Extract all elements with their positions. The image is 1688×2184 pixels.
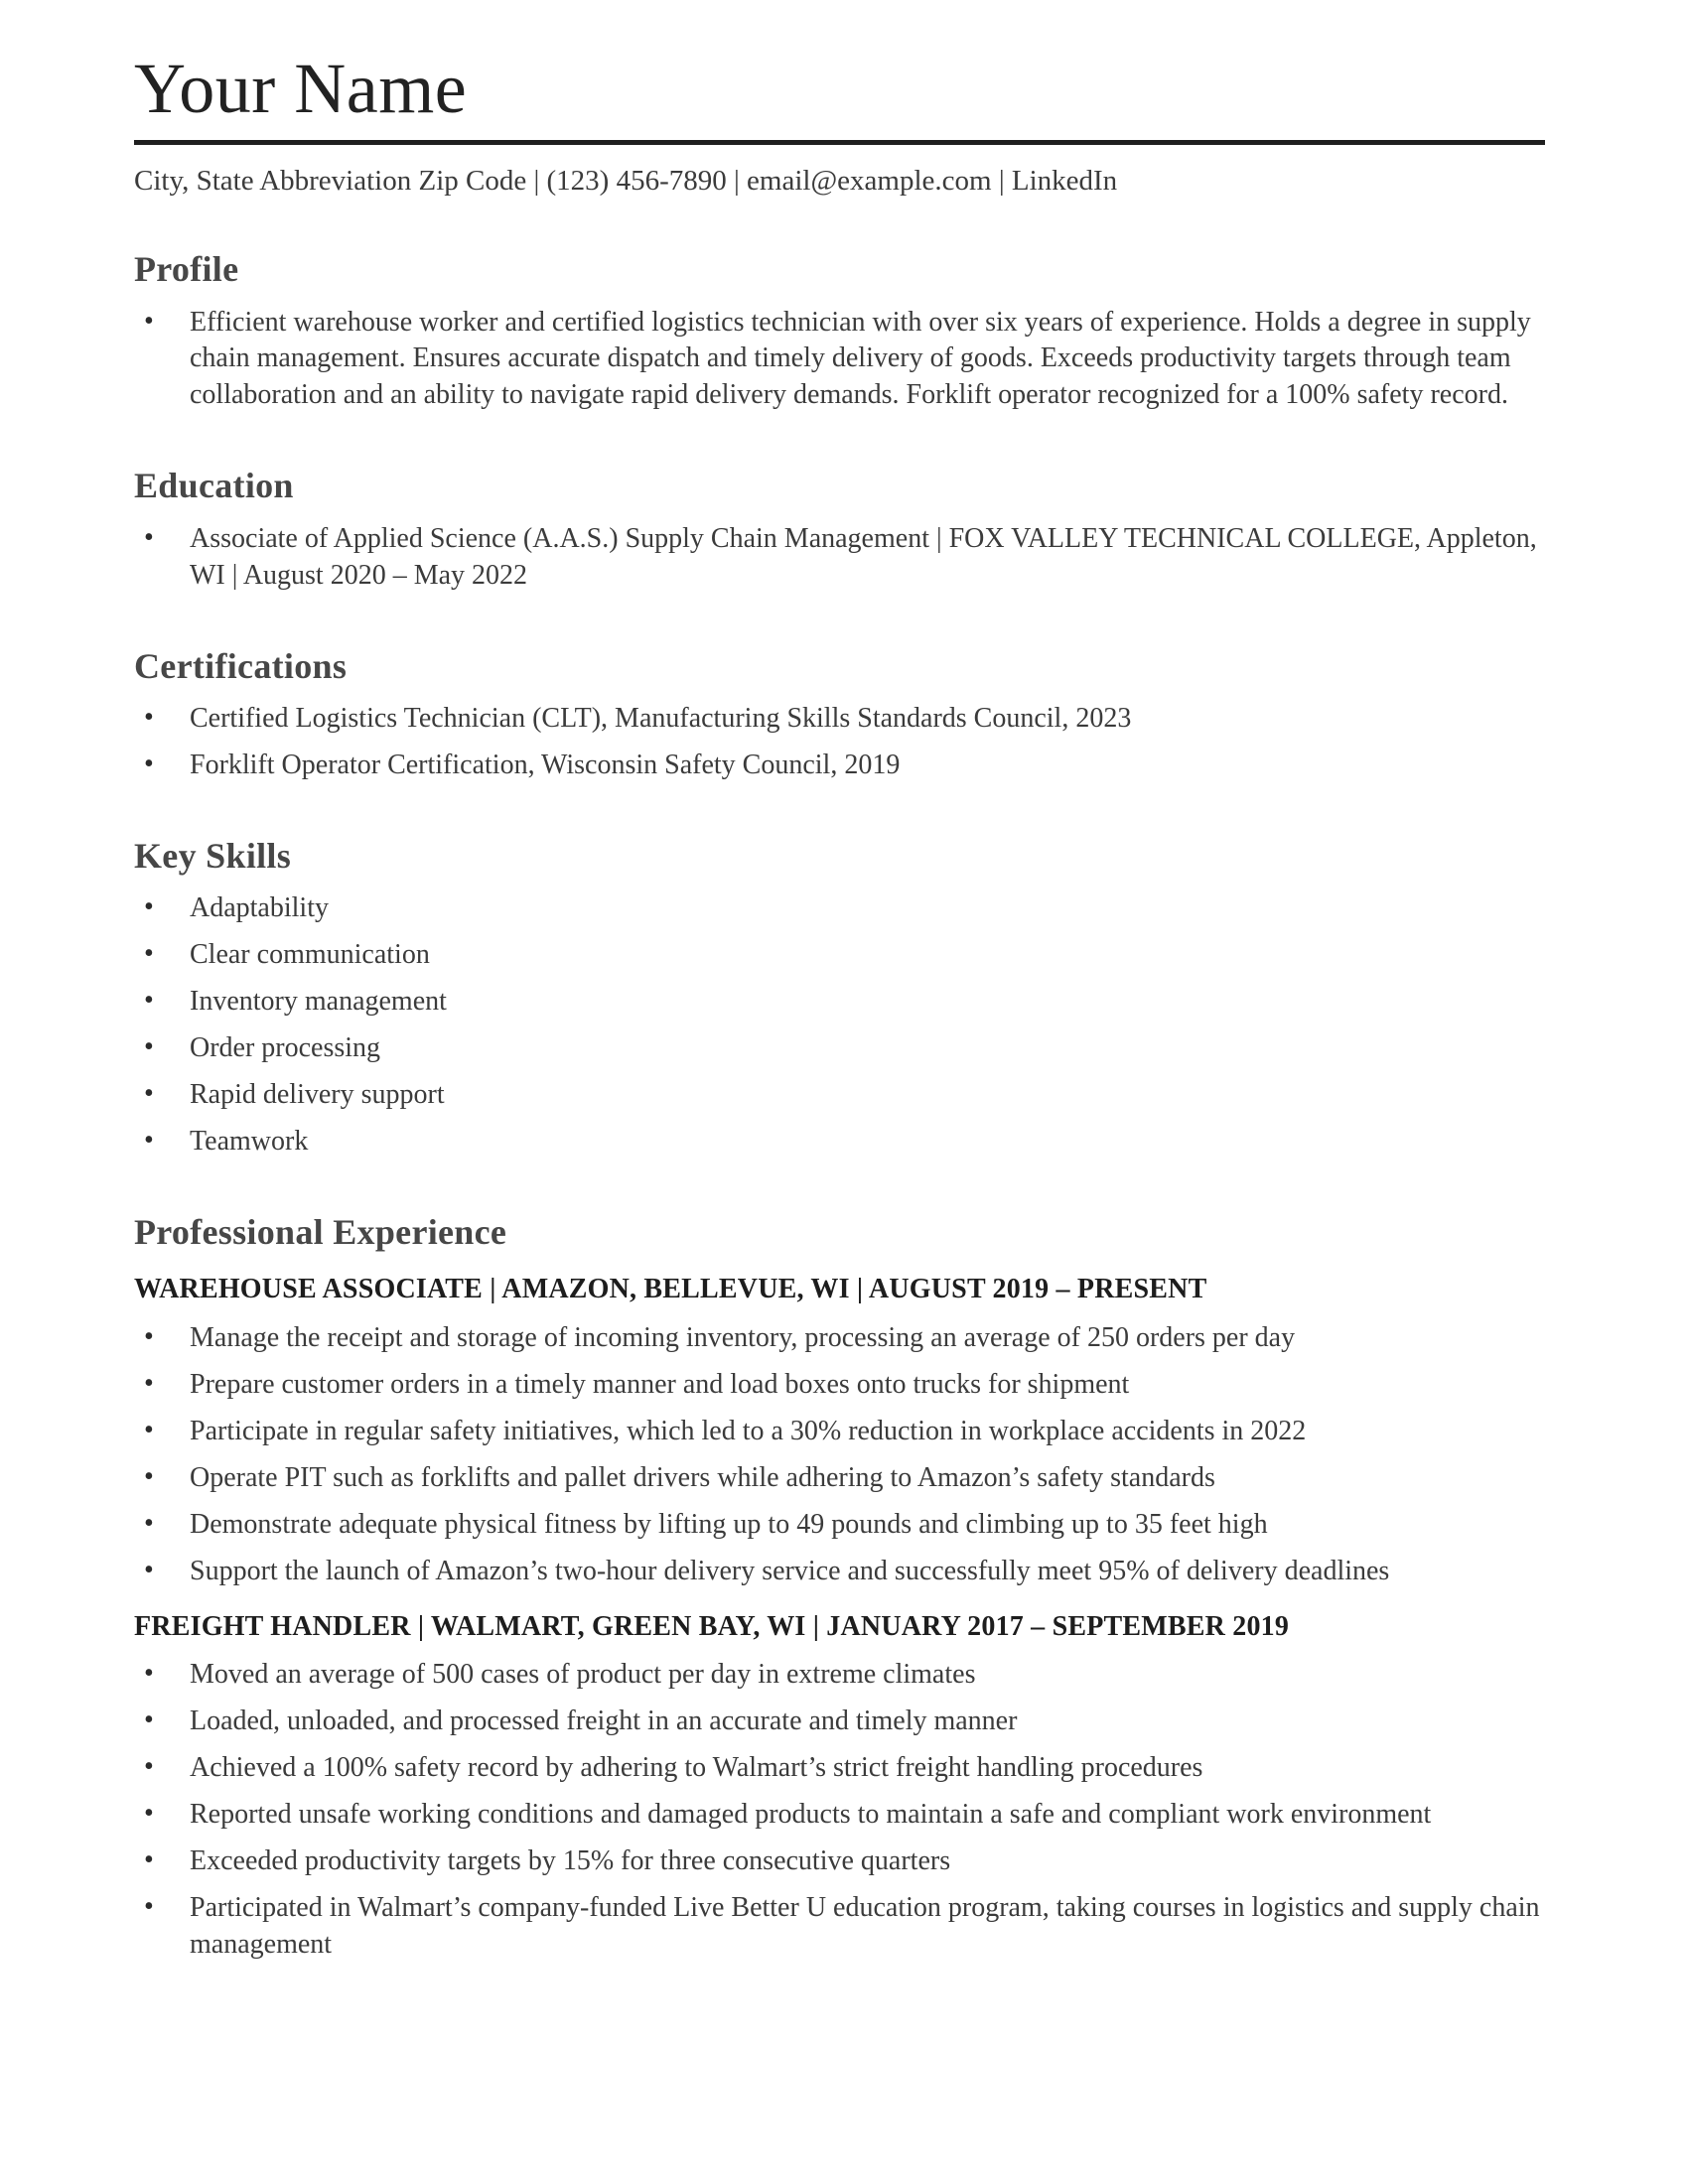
- header-divider: [134, 140, 1545, 145]
- section-experience: [134, 1212, 1545, 1964]
- job-bullet: • Prepare customer orders in a timely manner and load boxes onto trucks for shipment: [134, 1367, 1545, 1404]
- certifications-heading: Certifications: [134, 645, 348, 686]
- certifications-bullet-list: [134, 701, 1545, 784]
- job-bullet: • Support the launch of Amazon’s two-hour delivery service and successfully meet 95% of delivery deadlines: [134, 1554, 1545, 1590]
- job-bullet: • Demonstrate adequate physical fitness by lifting up to 49 pounds and climbing up to 35 feet high: [134, 1507, 1545, 1544]
- resume-header: [134, 48, 1545, 198]
- certification-bullet: • Forklift Operator Certification, Wisconsin Safety Council, 2019: [134, 748, 1545, 784]
- section-profile: [134, 249, 1545, 414]
- skill-bullet: • Clear communication: [134, 937, 1545, 974]
- contact-info: City, State Abbreviation Zip Code | (123) 456-7890 | email@example.com | LinkedIn: [134, 164, 1118, 197]
- job-bullet: • Achieved a 100% safety record by adhering to Walmart’s strict freight handling procedures: [134, 1750, 1545, 1787]
- job-bullet: • Reported unsafe working conditions and damaged products to maintain a safe and compliant work environment: [134, 1797, 1545, 1834]
- skill-bullet: • Adaptability: [134, 890, 1545, 927]
- job-bullet: • Participated in Walmart’s company-funded Live Better U education program, taking courses in logistics and supply chain management: [134, 1890, 1545, 1964]
- job-bullet: • Moved an average of 500 cases of product per day in extreme climates: [134, 1657, 1545, 1694]
- certification-bullet: • Certified Logistics Technician (CLT), Manufacturing Skills Standards Council, 2023: [134, 701, 1545, 738]
- skill-bullet: • Rapid delivery support: [134, 1077, 1545, 1114]
- skill-bullet: • Inventory management: [134, 984, 1545, 1021]
- job-bullet: • Operate PIT such as forklifts and pallet drivers while adhering to Amazon’s safety standards: [134, 1460, 1545, 1497]
- job-bullet: • Exceeded productivity targets by 15% for three consecutive quarters: [134, 1843, 1545, 1880]
- experience-heading: Professional Experience: [134, 1212, 507, 1253]
- profile-bullet: • Efficient warehouse worker and certified logistics technician with over six years of experience. Holds a degree in supply chain management. Ensures accurate dispatch and timely delivery of goods. Exceeds productivity targets through team collaboration and an ability to navigate rapid delivery demands. Forklift operator recognized for a 100% safety record.: [134, 305, 1545, 415]
- walmart-bullet-list: [134, 1657, 1545, 1964]
- skill-bullet: • Order processing: [134, 1030, 1545, 1067]
- job-bullet: • Manage the receipt and storage of incoming inventory, processing an average of 250 orders per day: [134, 1320, 1545, 1357]
- person-name: Your Name: [134, 49, 468, 128]
- job-bullet: • Participate in regular safety initiatives, which led to a 30% reduction in workplace accidents in 2022: [134, 1414, 1545, 1450]
- amazon-bullet-list: [134, 1320, 1545, 1590]
- education-heading: Education: [134, 466, 294, 506]
- job-title-walmart: FREIGHT HANDLER | WALMART, GREEN BAY, WI | JANUARY 2017 – SEPTEMBER 2019: [134, 1610, 1290, 1642]
- skill-bullet: • Teamwork: [134, 1124, 1545, 1160]
- education-bullet-list: [134, 521, 1545, 595]
- key-skills-heading: Key Skills: [134, 835, 292, 876]
- key-skills-bullet-list: [134, 890, 1545, 1160]
- section-education: [134, 466, 1545, 594]
- section-key-skills: [134, 836, 1545, 1160]
- profile-bullet-list: [134, 305, 1545, 415]
- job-walmart: [134, 1610, 1545, 1964]
- job-title-amazon: WAREHOUSE ASSOCIATE | AMAZON, BELLEVUE, WI | AUGUST 2019 – PRESENT: [134, 1274, 1207, 1305]
- education-bullet: • Associate of Applied Science (A.A.S.) Supply Chain Management | FOX VALLEY TECHNICAL COLLEGE, Appleton, WI | August 2020 – May 2022: [134, 521, 1545, 595]
- section-certifications: [134, 646, 1545, 784]
- profile-heading: Profile: [134, 249, 239, 290]
- job-bullet: • Loaded, unloaded, and processed freight in an accurate and timely manner: [134, 1704, 1545, 1740]
- job-amazon: [134, 1273, 1545, 1589]
